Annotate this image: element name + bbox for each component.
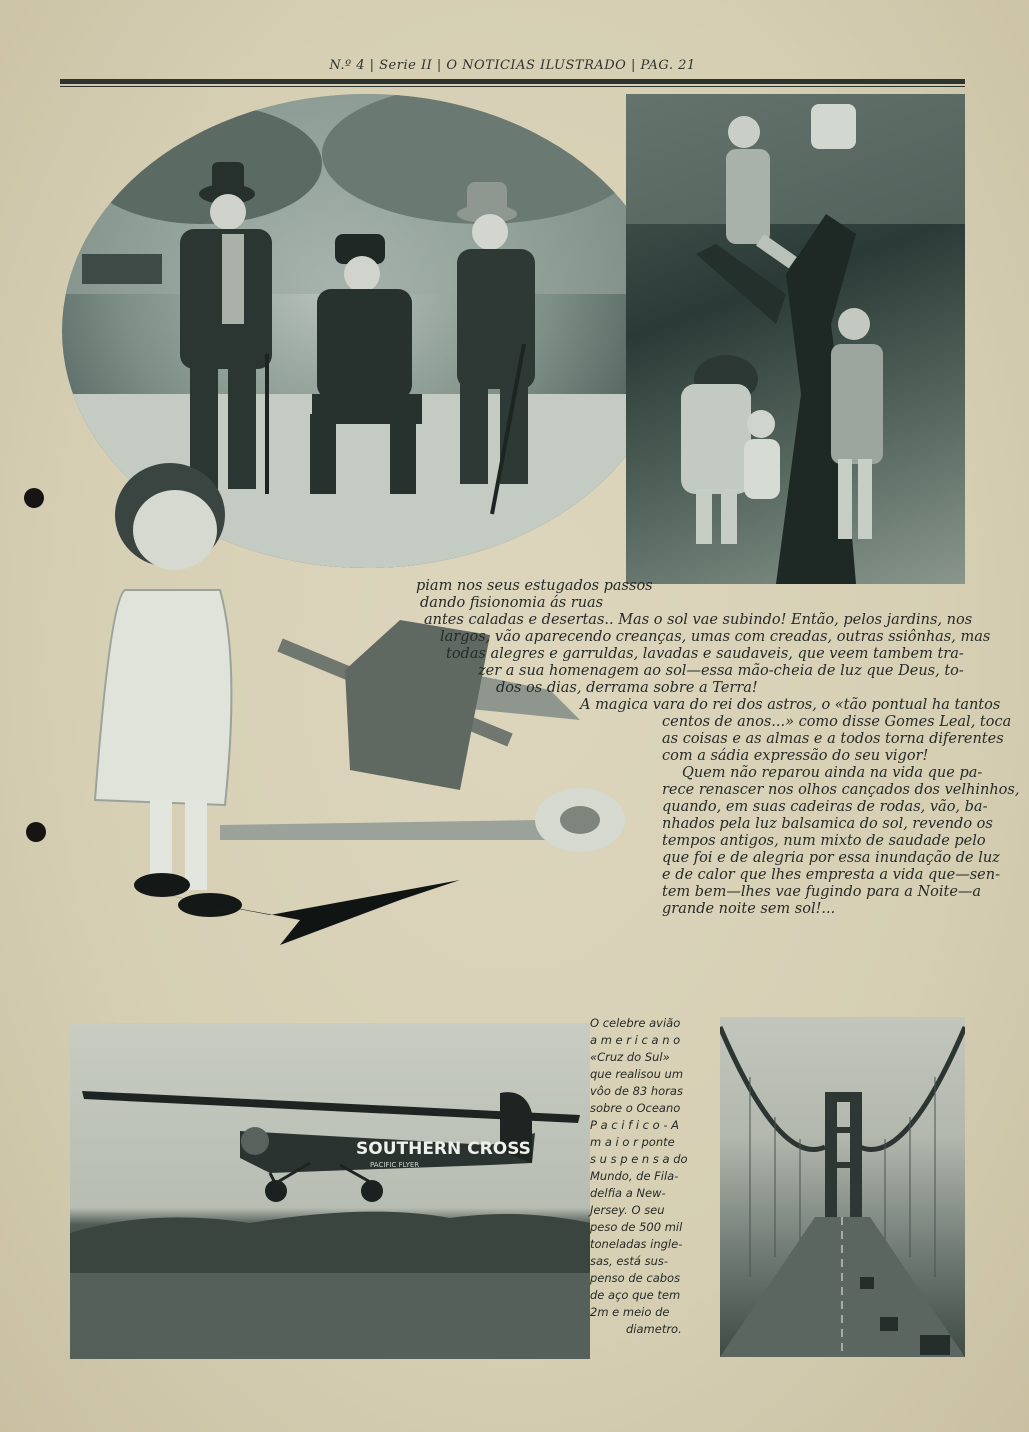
caption-line: que realisou um <box>590 1067 684 1081</box>
text-line: nhados pela luz balsamica do sol, revendo os <box>662 816 993 832</box>
header-rule-thin <box>60 86 965 87</box>
text-line: Quem não reparou ainda na vida que pa- <box>682 765 983 781</box>
caption-line: Mundo, de Fila- <box>590 1169 679 1183</box>
photo-suspension-bridge <box>720 1017 965 1357</box>
article-text <box>416 578 1019 918</box>
caption-line: diametro. <box>626 1322 682 1336</box>
children-tree-illustration <box>626 94 965 584</box>
photo-children-tree <box>626 94 965 584</box>
text-line: largos, vão aparecendo creanças, umas com creadas, outras ssiônhas, mas <box>440 629 991 645</box>
text-line: que foi e de alegria por essa inundação de luz <box>662 850 1000 866</box>
text-line: piam nos seus estugados passos <box>416 578 653 594</box>
caption-line: peso de 500 mil <box>590 1220 683 1234</box>
text-line: quando, em suas cadeiras de rodas, vão, ba- <box>662 799 988 815</box>
binder-hole <box>26 822 46 842</box>
caption-line: penso de cabos <box>590 1271 681 1285</box>
text-line: as coisas e as almas e a todos torna diferentes <box>662 731 1004 747</box>
plane-illustration <box>70 1023 590 1359</box>
caption-line: O celebre avião <box>590 1016 681 1030</box>
text-line: antes caladas e desertas.. Mas o sol vae subindo! Então, pelos jardins, nos <box>424 612 973 628</box>
header-rule <box>60 79 965 84</box>
text-line: grande noite sem sol!... <box>662 901 836 917</box>
photo-southern-cross-plane <box>70 1023 590 1359</box>
caption-line: a m e r i c a n o <box>590 1033 681 1047</box>
caption-line: P a c i f i c o - A <box>590 1118 680 1132</box>
caption-line: Jersey. O seu <box>590 1203 665 1217</box>
binder-hole <box>24 488 44 508</box>
caption-line: de aço que tem <box>590 1288 681 1302</box>
text-line: centos de anos...» como disse Gomes Leal, toca <box>662 714 1012 730</box>
photo-caption <box>590 1015 708 1338</box>
plane-sub-text: PACIFIC FLYER <box>370 1161 420 1169</box>
text-line: zer a sua homenagem ao sol—essa mão-cheia de luz que Deus, to- <box>478 663 964 679</box>
text-line: todas alegres e garruldas, lavadas e saudaveis, que veem tambem tra- <box>446 646 964 662</box>
page-header: N.º 4 | Serie II | O NOTICIAS ILUSTRADO | PAG. 21 <box>329 58 696 73</box>
caption-line: sas, está sus- <box>590 1254 669 1268</box>
plane-fuselage-text: SOUTHERN CROSS <box>356 1139 531 1159</box>
text-line: A magica vara do rei dos astros, o «tão pontual ha tantos <box>580 697 1001 713</box>
text-line: tem bem—lhes vae fugindo para a Noite—a <box>662 884 982 900</box>
caption-line: m a i o r ponte <box>590 1135 675 1149</box>
text-line: dos os dias, derrama sobre a Terra! <box>496 680 758 696</box>
text-line: rece renascer nos olhos cançados dos velhinhos, <box>662 782 1020 798</box>
caption-line: toneladas ingle- <box>590 1237 683 1251</box>
caption-line: «Cruz do Sul» <box>590 1050 670 1064</box>
caption-line: delfia a New- <box>590 1186 666 1200</box>
text-line: tempos antigos, num mixto de saudade pelo <box>662 833 986 849</box>
text-line: com a sádia expressão do seu vigor! <box>662 748 929 764</box>
caption-line: vôo de 83 horas <box>590 1084 683 1098</box>
text-line: e de calor que lhes empresta a vida que—sen- <box>662 867 1000 883</box>
caption-line: 2m e meio de <box>590 1305 670 1319</box>
caption-line: sobre o Oceano <box>590 1101 681 1115</box>
bridge-illustration <box>720 1017 965 1357</box>
text-line: dando fisionomia ás ruas <box>420 595 604 611</box>
caption-line: s u s p e n s a do <box>590 1152 688 1166</box>
